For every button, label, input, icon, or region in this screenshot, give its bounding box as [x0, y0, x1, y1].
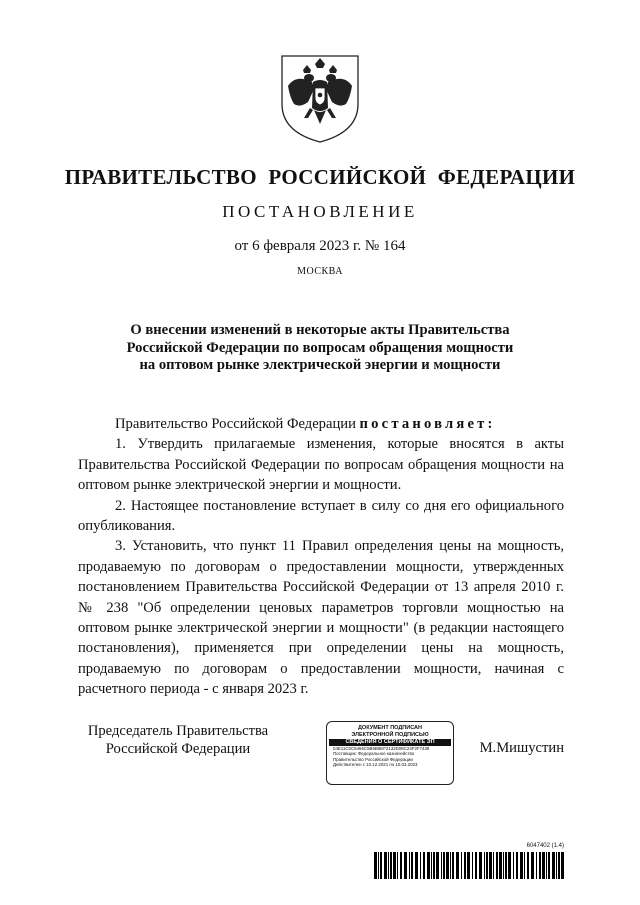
stamp-serial: 04E11C0C5466C5B6B8EF2132D08C24F2F7438 [333, 746, 430, 751]
stamp-issuer: Поставщик: Федеральное казначейство [333, 751, 415, 757]
stamp-band: СВЕДЕНИЯ О СЕРТИФИКАТЕ ЭП [329, 739, 451, 746]
paragraph-3: 3. Установить, что пункт 11 Правил определения цены на мощность, продаваемую по договорам о предоставлении мощности, утвержденных постановлением Правительства Российской Федерации от 13 апреля 2010 г. № 238 "Об определении ценовых параметров торговли мощностью на оптовом рынке электрической энергии и мощности" (в редакции настоящего постановления), применяется при определении цены на мощность, продаваемую по договорам о предоставлении мощности, начиная с расчетного периода - с января 2023 г. [78, 538, 564, 698]
stamp-issuer: Правительство Российской Федерации [333, 756, 413, 762]
document-heading [90, 322, 550, 375]
document-type: ПОСТАНОВЛЕНИЕ [222, 202, 418, 221]
decree-verb: постановляет: [359, 416, 496, 432]
heading-line: Российской Федерации по вопросам обращения мощности [126, 339, 514, 356]
signatory-title-line: Председатель Правительства [87, 723, 269, 739]
stamp-line: ДОКУМЕНТ ПОДПИСАН [358, 725, 422, 731]
intro-text: Правительство Российской Федерации [115, 416, 360, 432]
heading-line: О внесении изменений в некоторые акты Правительства [130, 322, 510, 338]
barcode-icon [374, 852, 564, 879]
paragraph-1: 1. Утвердить прилагаемые изменения, которые вносятся в акты Правительства Российской Федерации по вопросам обращения мощности на оптовом рынке электрической энергии и мощности. [78, 436, 564, 494]
document-city: МОСКВА [297, 266, 343, 277]
stamp-line: ЭЛЕКТРОННОЙ ПОДПИСЬЮ [351, 731, 429, 738]
stamp-validity: Действителен с 10.12.2021 по 10.03.2023 [333, 762, 418, 768]
coat-of-arms-emblem-icon [278, 52, 362, 144]
signatory-title [78, 722, 278, 758]
government-title: ПРАВИТЕЛЬСТВО РОССИЙСКОЙ ФЕДЕРАЦИИ [64, 165, 576, 189]
electronic-signature-stamp [326, 721, 454, 785]
document-code: 6047402 (1.4) [526, 843, 564, 849]
paragraph-2: 2. Настоящее постановление вступает в силу со дня его официального опубликования. [78, 497, 564, 535]
document-date-number: от 6 февраля 2023 г. № 164 [234, 238, 406, 254]
heading-line: на оптовом рынке электрической энергии и мощности [139, 357, 501, 373]
signatory-title-line: Российской Федерации [105, 741, 251, 757]
signatory-name: М.Мишустин [479, 740, 564, 756]
intro-paragraph [78, 414, 564, 434]
document-body [78, 414, 564, 700]
